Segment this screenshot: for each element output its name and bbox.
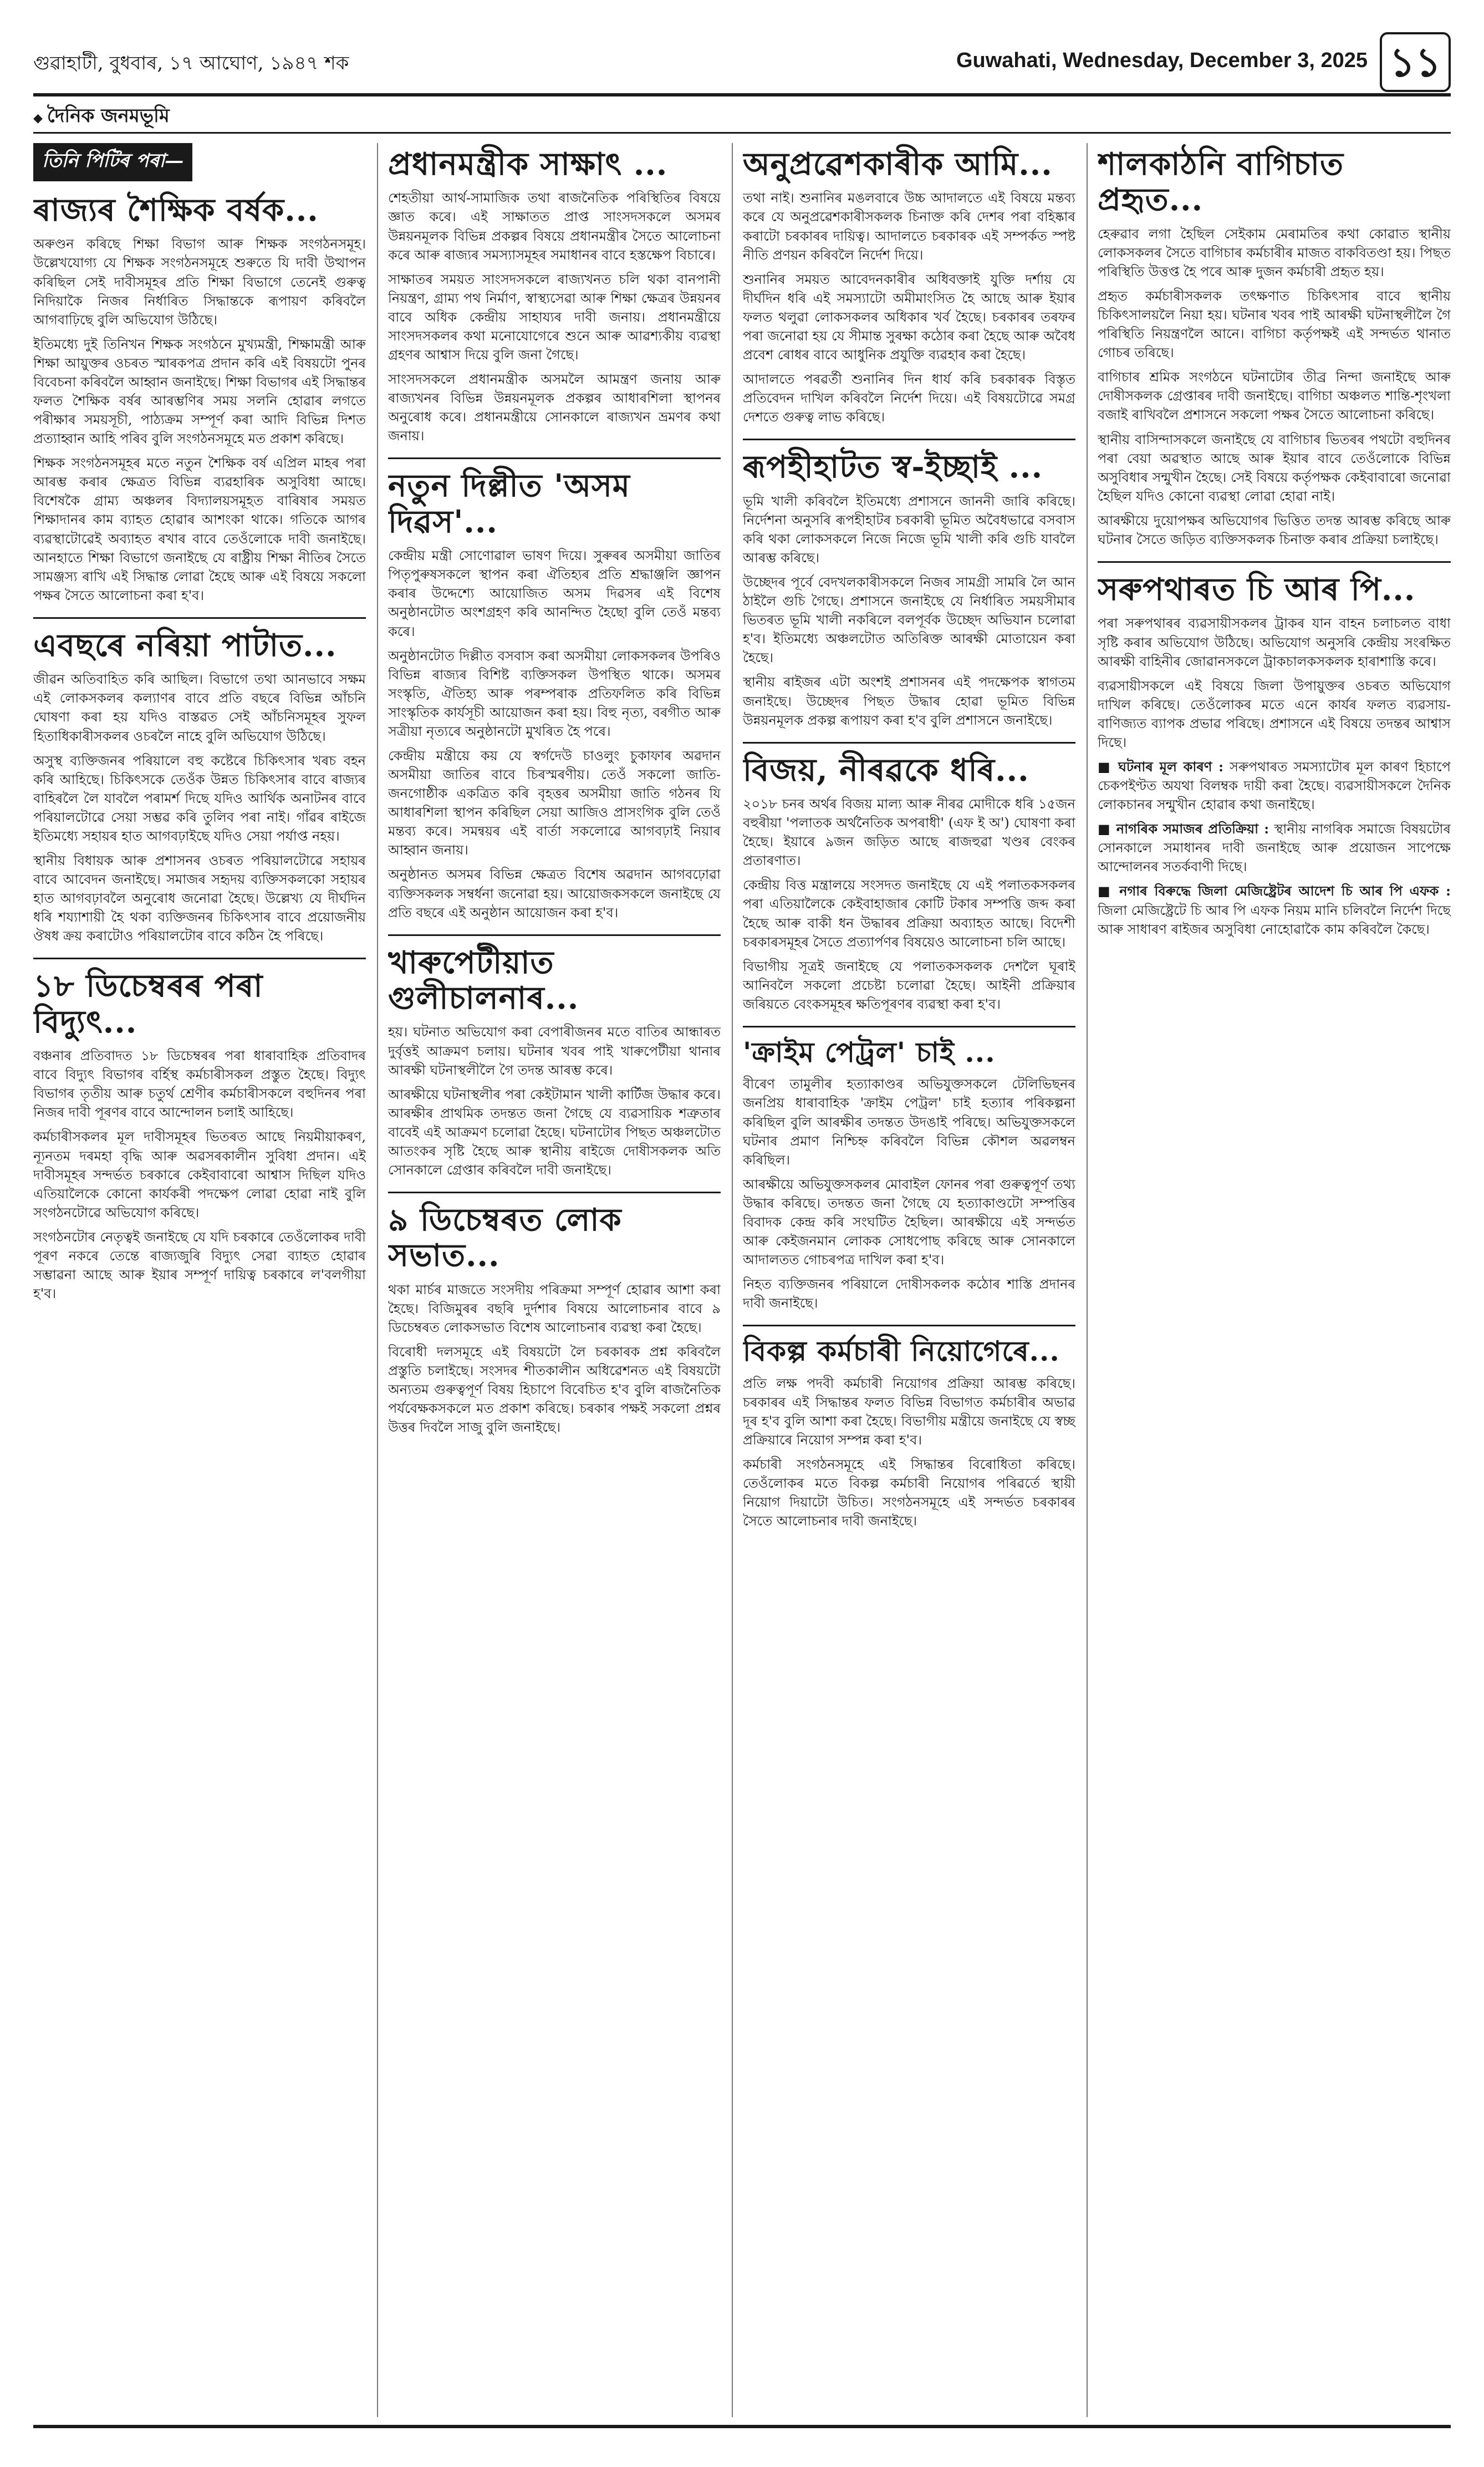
- divider: [743, 742, 1075, 744]
- article-paragraph: হয়। ঘটনাত অভিযোগ কৰা বেপাৰীজনৰ মতে বাতিৰ আন্ধাৰত দুৰ্বৃত্তই আক্ৰমণ চলায়। ঘটনাৰ খবৰ পাই খাৰুপেটীয়া থানাৰ আৰক্ষী ঘটনাস্থলীলৈ গৈ তদন্ত আৰম্ভ কৰে।: [388, 1024, 721, 1078]
- article-paragraph: পৰা সৰুপথাৰৰ ব্যৱসায়ীসকলৰ ট্ৰাকৰ যান বাহন চলাচলত বাধা সৃষ্টি কৰাৰ অভিযোগ উঠিছে। অভিযোগ অনুসৰি কেন্দ্ৰীয় সংৰক্ষিত আৰক্ষী বাহিনীৰ জোৱানসকলে ট্ৰাকচালকসকলক হাৰাশাস্তি কৰে।: [1098, 616, 1451, 669]
- bullet-lead: ঘটনাৰ মূল কাৰণ :: [1118, 758, 1224, 775]
- article-tea-garden: [1098, 146, 1451, 549]
- article-paragraph: শুনানিৰ সময়ত আবেদনকাৰীৰ অধিবক্তাই যুক্তি দৰ্শায় যে দীৰ্ঘদিন ধৰি এই সমস্যাটো অমীমাংসিত হৈ আছে আৰু ইয়াৰ ফলত থলুৱা লোকসকলৰ অধিকাৰ খৰ্ব হৈছে। চৰকাৰৰ তৰফৰ পৰা জনোৱা হয় যে সীমান্ত সুৰক্ষা কঠোৰ কৰা হৈছে আৰু অবৈধ প্ৰবেশ ৰোধৰ বাবে আধুনিক প্ৰযুক্তি ব্যৱহাৰ কৰা হৈছে।: [743, 271, 1075, 363]
- article-paragraph: বঞ্চনাৰ প্ৰতিবাদত ১৮ ডিচেম্বৰৰ পৰা ধাৰাবাহিক প্ৰতিবাদৰ বাবে বিদ্যুৎ বিভাগৰ বৰ্হিস্থ কৰ্মচাৰীসকল প্ৰস্তুত হৈছে। বিদ্যুৎ বিভাগৰ তৃতীয় আৰু চতুৰ্থ শ্ৰেণীৰ কৰ্মচাৰীসকলে বহুদিনৰ পৰা নিজৰ দাবী পূৰণৰ বাবে আন্দোলন চলাই আহিছে।: [33, 1048, 366, 1121]
- article-pm-meeting: [388, 146, 721, 445]
- article-firing: [388, 945, 721, 1179]
- header-date-assamese: গুৱাহাটী, বুধবাৰ, ১৭ আঘোণ, ১৯৪৭ শক: [33, 52, 349, 74]
- article-paragraph: সংগঠনটোৰ নেতৃত্বই জনাইছে যে যদি চৰকাৰে তেওঁলোকৰ দাবী পূৰণ নকৰে তেন্তে ৰাজ্যজুৰি বিদ্যুৎ সেৱা ব্যাহত হোৱাৰ সম্ভাৱনা আছে আৰু ইয়াৰ সম্পূৰ্ণ দায়িত্ব চৰকাৰে ল'বলগীয়া হ'ব।: [33, 1229, 366, 1302]
- article-assam-day: [388, 468, 721, 922]
- article-headline: শালকাঠনি বাগিচাত প্ৰহৃত...: [1098, 146, 1344, 218]
- article-electricity: [33, 968, 366, 1303]
- article-bullet: ■ নগাৰ বিৰুদ্ধে জিলা মেজিষ্ট্ৰেটৰ আদেশ চি আৰ পি এফক : জিলা মেজিষ্ট্ৰেটে চি আৰ পি এফক নিয়ম মানি চলিবলৈ নিৰ্দেশ দিছে আৰু সাধাৰণ ৰাইজৰ অসুবিধা নোহোৱাকৈ কাম কৰিবলৈ কৈছে।: [1098, 883, 1451, 937]
- article-paragraph: কৰ্মচাৰী সংগঠনসমূহে এই সিদ্ধান্তৰ বিৰোধিতা কৰিছে। তেওঁলোকৰ মতে বিকল্প কৰ্মচাৰী নিয়োগৰ পৰিৱৰ্তে স্থায়ী নিয়োগ দিয়াটো উচিত। সংগঠনসমূহে এই সন্দৰ্ভত চৰকাৰৰ সৈতে আলোচনাৰ দাবী জনাইছে।: [743, 1457, 1075, 1529]
- article-paragraph: বিভাগীয় সূত্ৰই জনাইছে যে পলাতকসকলক দেশলৈ ঘূৰাই আনিবলৈ সকলো প্ৰচেষ্টা চলোৱা হৈছে। আইনী প্ৰক্ৰিয়াৰ জৰিয়তে বেংকসমূহৰ ক্ষতিপূৰণৰ ব্যৱস্থা কৰা হ'ব।: [743, 958, 1075, 1012]
- publication-bar: [33, 100, 1451, 134]
- article-paragraph: স্থানীয় বিধায়ক আৰু প্ৰশাসনৰ ওচৰত পৰিয়ালটোৱে সহায়ৰ বাবে আবেদন জনাইছে। সমাজৰ সহৃদয় ব্যক্তিসকলকো সহায়ৰ হাত আগবঢ়াবলৈ অনুৰোধ জনোৱা হৈছে। উল্লেখ্য যে দীৰ্ঘদিন ধৰি শয্যাশায়ী হৈ থকা ব্যক্তিজনৰ চিকিৎসাৰ বাবে প্ৰয়োজনীয় ঔষধ ক্ৰয় কৰাটোও পৰিয়ালটোৰ বাবে কঠিন হৈ পৰিছে।: [33, 852, 366, 944]
- article-paragraph: কেন্দ্ৰীয় বিত্ত মন্ত্ৰালয়ে সংসদত জনাইছে যে এই পলাতকসকলৰ পৰা এতিয়ালৈকে কেইবাহাজাৰ কোটি টকাৰ সম্পত্তি জব্দ কৰা হৈছে আৰু বাকী ধন উদ্ধাৰৰ প্ৰক্ৰিয়া অব্যাহত আছে। বিদেশী চৰকাৰসমূহৰ সৈতে প্ৰত্যাৰ্পণৰ বিষয়েও আলোচনা চলি আছে।: [743, 877, 1075, 950]
- article-bullet: ■ নাগৰিক সমাজৰ প্ৰতিক্ৰিয়া : স্থানীয় নাগৰিক সমাজে বিষয়টোৰ সোনকালে সমাধানৰ দাবী জনাইছে আৰু প্ৰয়োজন সাপেক্ষে আন্দোলনৰ সতৰ্কবাণী দিছে।: [1098, 821, 1451, 875]
- article-academic-year: [33, 192, 366, 605]
- article-infiltrators: [743, 146, 1075, 426]
- article-paragraph: শেহতীয়া আৰ্থ-সামাজিক তথা ৰাজনৈতিক পৰিস্থিতিৰ বিষয়ে জ্ঞাত কৰে। এই সাক্ষাতত প্ৰাপ্ত সাংসদসকলে অসমৰ উন্নয়নমূলক বিভিন্ন প্ৰকল্পৰ বিষয়ে প্ৰধানমন্ত্ৰীৰ সৈতে আলোচনা কৰে আৰু ৰাজ্যৰ সমস্যাসমূহৰ সমাধানৰ বাবে হস্তক্ষেপ বিচাৰে।: [388, 190, 721, 263]
- article-paragraph: আৰক্ষীয়ে অভিযুক্তসকলৰ মোবাইল ফোনৰ পৰা গুৰুত্বপূৰ্ণ তথ্য উদ্ধাৰ কৰিছে। তদন্তত জনা গৈছে যে হত্যাকাণ্ডটো সম্পত্তিৰ বিবাদক কেন্দ্ৰ কৰি সংঘটিত হৈছিল। আৰক্ষীয়ে এই সন্দৰ্ভত আৰু কেইজনমান লোকক সোধপোছ কৰিছে আৰু সোনকালে আদালতত গোচৰপত্ৰ দাখিল কৰা হ'ব।: [743, 1176, 1075, 1268]
- column-2: [388, 143, 721, 2417]
- page-header: [33, 27, 1451, 96]
- article-paragraph: অনুষ্ঠানত অসমৰ বিভিন্ন ক্ষেত্ৰত বিশেষ অৱদান আগবঢ়োৱা ব্যক্তিসকলক সম্বৰ্ধনা জনোৱা হয়। আয়োজকসকলে জনাইছে যে প্ৰতি বছৰে এই অনুষ্ঠান আয়োজন কৰা হ'ব।: [388, 867, 721, 920]
- article-headline: নতুন দিল্লীত 'অসম দিৱস'...: [388, 467, 630, 540]
- article-paragraph: স্থানীয় বাসিন্দাসকলে জনাইছে যে বাগিচাৰ ভিতৰৰ পথটো বহুদিনৰ পৰা বেয়া অৱস্থাত আছে আৰু ইয়াৰ বাবে তেওঁলোকে বিভিন্ন অসুবিধাৰ সন্মুখীন হৈছে। সেই বিষয়ে কৰ্তৃপক্ষক কেইবাবাৰো জনোৱা হৈছিল যদিও কোনো ব্যৱস্থা লোৱা হোৱা নাই।: [1098, 431, 1451, 504]
- divider: [743, 439, 1075, 440]
- column-divider: [732, 143, 733, 2417]
- article-paragraph: ব্যৱসায়ীসকলে এই বিষয়ে জিলা উপায়ুক্তৰ ওচৰত অভিযোগ দাখিল কৰিছে। তেওঁলোকৰ মতে এনে কাৰ্যৰ ফলত ব্যৱসায়-বাণিজ্যত ব্যাপক প্ৰভাৱ পৰিছে। প্ৰশাসনে এই বিষয়ে তদন্তৰ আশ্বাস দিছে।: [1098, 678, 1451, 750]
- article-paragraph: বীৰেণ তামুলীৰ হত্যাকাণ্ডৰ অভিযুক্তসকলে টেলিভিছনৰ জনপ্ৰিয় ধাৰাবাহিক 'ক্ৰাইম পেট্ৰল' চাই হত্যাৰ পৰিকল্পনা কৰিছিল বুলি আৰক্ষীৰ তদন্তত উদঙাই পৰিছে। অভিযুক্তসকলে ঘটনাৰ প্ৰমাণ নিশ্চিহ্ন কৰিবলৈ বিভিন্ন কৌশল অৱলম্বন কৰিছিল।: [743, 1076, 1075, 1168]
- article-paragraph: আৰক্ষীয়ে দুয়োপক্ষৰ অভিযোগৰ ভিত্তিত তদন্ত আৰম্ভ কৰিছে আৰু ঘটনাৰ সৈতে জড়িত ব্যক্তিসকলক চিনাক্ত কৰাৰ প্ৰক্ৰিয়া চলাইছে।: [1098, 512, 1451, 547]
- article-headline: প্ৰধানমন্ত্ৰীক সাক্ষাৎ ...: [388, 146, 668, 182]
- column-divider: [377, 143, 378, 2417]
- divider: [743, 1026, 1075, 1028]
- bullet-lead: নগাৰ বিৰুদ্ধে জিলা মেজিষ্ট্ৰেটৰ আদেশ চি আৰ পি এফক :: [1119, 883, 1451, 899]
- series-label: তিনি পিটিৰ পৰা—: [33, 143, 192, 181]
- column-1: [33, 143, 366, 2417]
- page-number: ১১: [1380, 32, 1451, 92]
- footer-rule: [33, 2425, 1451, 2428]
- article-paragraph: সাক্ষাতৰ সময়ত সাংসদসকলে ৰাজ্যখনত চলি থকা বানপানী নিয়ন্ত্ৰণ, গ্ৰাম্য পথ নিৰ্মাণ, স্বাস্থ্যসেৱা আৰু শিক্ষা ক্ষেত্ৰৰ উন্নয়নৰ বাবে অধিক কেন্দ্ৰীয় সাহায্যৰ দাবী জনায়। প্ৰধানমন্ত্ৰীয়ে সাংসদসকলৰ কথা মনোযোগেৰে শুনে আৰু আৱশ্যকীয় ব্যৱস্থা গ্ৰহণৰ আশ্বাস দিয়ে বুলি জনা গৈছে।: [388, 271, 721, 363]
- bullet-text: জিলা মেজিষ্ট্ৰেটে চি আৰ পি এফক নিয়ম মানি চলিবলৈ নিৰ্দেশ দিছে আৰু সাধাৰণ ৰাইজৰ অসুবিধা নোহোৱাকৈ কাম কৰিবলৈ কৈছে।: [1098, 902, 1451, 937]
- article-paragraph: তথা নাই। শুনানিৰ মঙলবাৰে উচ্চ আদালতে এই বিষয়ে মন্তব্য কৰে যে অনুপ্ৰৱেশকাৰীসকলক চিনাক্ত কৰি দেশৰ পৰা বহিষ্কাৰ কৰাটো চৰকাৰৰ দায়িত্ব। আদালতে চৰকাৰক এই সম্পৰ্কত স্পষ্ট নীতি প্ৰণয়ন কৰিবলৈ নিৰ্দেশ দিয়ে।: [743, 190, 1075, 263]
- article-paragraph: ইতিমধ্যে দুই তিনিখন শিক্ষক সংগঠনে মুখ্যমন্ত্ৰী, শিক্ষামন্ত্ৰী আৰু শিক্ষা আয়ুক্তৰ ওচৰত স্মাৰকপত্ৰ প্ৰদান কৰি এই বিষয়টো পুনৰ বিবেচনা কৰিবলৈ আহ্বান জনাইছে। শিক্ষা বিভাগৰ এই সিদ্ধান্তৰ ফলত শৈক্ষিক বৰ্ষৰ আৰম্ভণিৰ সময় সলনি হোৱাৰ লগতে পৰীক্ষাৰ সময়সূচী, পাঠ্যক্ৰম সম্পূৰ্ণ কৰা আদি বিভিন্ন দিশত প্ৰত্যাহ্বান আহি পৰিব বুলি সংগঠনসমূহে মত প্ৰকাশ কৰিছে।: [33, 336, 366, 447]
- column-divider: [1087, 143, 1088, 2417]
- article-headline: 'ক্ৰাইম পেট্ৰল' চাই ...: [743, 1035, 996, 1069]
- article-paragraph: অৰুণ্ডন কৰিছে শিক্ষা বিভাগ আৰু শিক্ষক সংগঠনসমূহ। উল্লেখযোগ্য যে শিক্ষক সংগঠনসমূহে শুৰুতে যি দাবী উত্থাপন কৰিছিল সেই দাবীসমূহৰ প্ৰতি শিক্ষা বিভাগে তেনেই গুৰুত্ব নিদিয়াকৈ নিজৰ নিৰ্ধাৰিত সিদ্ধান্তকে ৰূপায়ণ কৰিবলৈ আগবাঢ়িছে বুলি অভিযোগ উঠিছে।: [33, 236, 366, 328]
- article-paragraph: শিক্ষক সংগঠনসমূহৰ মতে নতুন শৈক্ষিক বৰ্ষ এপ্ৰিল মাহৰ পৰা আৰম্ভ কৰাৰ ক্ষেত্ৰত বিভিন্ন ব্যৱহাৰিক অসুবিধা আছে। বিশেষকৈ গ্ৰাম্য অঞ্চলৰ বিদ্যালয়সমূহত বাৰিষাৰ সময়ত শিক্ষাদানৰ কাম ব্যাহত হোৱাৰ আশংকা থাকে। গতিকে আগৰ ব্যৱস্থাটোৱেই অব্যাহত ৰখাৰ বাবে তেওঁলোকে দাবী জনাইছে। আনহাতে শিক্ষা বিভাগে জনাইছে যে ৰাষ্ট্ৰীয় শিক্ষা নীতিৰ সৈতে সামঞ্জস্য ৰাখি এই সিদ্ধান্ত লোৱা হৈছে আৰু এই বিষয়ে সকলো পক্ষৰ সৈতে আলোচনা কৰা হ'ব।: [33, 455, 366, 603]
- bullet-text: সৰুপথাৰত সমস্যাটোৰ মূল কাৰণ হিচাপে চেকপইণ্টত অযথা বিলম্বক দায়ী কৰা হৈছে। ব্যৱসায়ীসকলে দৈনিক লোকচানৰ সন্মুখীন হোৱাৰ কথা জনাইছে।: [1098, 759, 1451, 813]
- article-lok-sabha: [388, 1202, 721, 1437]
- article-paragraph: আদালতে পৰৱৰ্তী শুনানিৰ দিন ধাৰ্য কৰি চৰকাৰক বিস্তৃত প্ৰতিবেদন দাখিল কৰিবলৈ নিৰ্দেশ দিয়ে। এই বিষয়টোৱে সমগ্ৰ দেশতে গুৰুত্ব লাভ কৰিছে।: [743, 372, 1075, 425]
- article-paragraph: বিৰোধী দলসমূহে এই বিষয়টো লৈ চৰকাৰক প্ৰশ্ন কৰিবলৈ প্ৰস্তুতি চলাইছে। সংসদৰ শীতকালীন অধিৱেশনত এই বিষয়টো অন্যতম গুৰুত্বপূৰ্ণ বিষয় হিচাপে বিবেচিত হ'ব বুলি ৰাজনৈতিক পৰ্যবেক্ষকসকলে মত প্ৰকাশ কৰিছে। চৰকাৰ পক্ষই সকলো প্ৰশ্নৰ উত্তৰ দিবলৈ সাজু বুলি জনাইছে।: [388, 1344, 721, 1436]
- article-headline: ৯ ডিচেম্বৰত লোক সভাত...: [388, 1202, 622, 1274]
- article-headline: ৰূপহীহাটত স্ব-ইচ্ছাই ...: [743, 449, 1043, 486]
- article-paragraph: প্ৰতি লক্ষ পদবী কৰ্মচাৰী নিয়োগৰ প্ৰক্ৰিয়া আৰম্ভ কৰিছে। চৰকাৰৰ এই সিদ্ধান্তৰ ফলত বিভিন্ন বিভাগত কৰ্মচাৰীৰ অভাৱ দূৰ হ'ব বুলি আশা কৰা হৈছে। বিভাগীয় মন্ত্ৰীয়ে জনাইছে যে স্বচ্ছ প্ৰক্ৰিয়াৰে নিয়োগ সম্পন্ন কৰা হ'ব।: [743, 1375, 1075, 1448]
- header-date-english: Guwahati, Wednesday, December 3, 2025: [956, 49, 1368, 72]
- divider: [743, 1325, 1075, 1326]
- article-paragraph: আৰক্ষীয়ে ঘটনাস্থলীৰ পৰা কেইটামান খালী কাৰ্টিজ উদ্ধাৰ কৰে। আৰক্ষীৰ প্ৰাথমিক তদন্তত জনা গৈছে যে ব্যৱসায়িক শত্ৰুতাৰ বাবেই এই আক্ৰমণ চলোৱা হৈছে। ঘটনাটোৰ পিছত অঞ্চলটোত আতংকৰ সৃষ্টি হৈছে আৰু স্থানীয় ৰাইজে দোষীসকলক অতি সোনকালে গ্ৰেপ্তাৰ কৰিবলৈ দাবী জনাইছে।: [388, 1086, 721, 1178]
- article-paragraph: উচ্ছেদৰ পূৰ্বে বেদখলকাৰীসকলে নিজৰ সামগ্ৰী সামৰি লৈ আন ঠাইলৈ গুচি গৈছে। প্ৰশাসনে জনাইছে যে নিৰ্ধাৰিত সময়সীমাৰ ভিতৰত ভূমি খালী নকৰিলে বলপূৰ্বক উচ্ছেদ অভিযান চলোৱা হ'ব। ইতিমধ্যে অঞ্চলটোত অতিৰিক্ত আৰক্ষী মোতায়েন কৰা হৈছে।: [743, 574, 1075, 666]
- column-4: [1098, 143, 1451, 2417]
- article-paragraph: অনুষ্ঠানটোত দিল্লীত বসবাস কৰা অসমীয়া লোকসকলৰ উপৰিও বিভিন্ন ৰাজ্যৰ বিশিষ্ট ব্যক্তিসকল উপস্থিত থাকে। অসমৰ সংস্কৃতি, ঐতিহ্য আৰু পৰম্পৰাক প্ৰতিফলিত কৰি বিভিন্ন সাংস্কৃতিক কাৰ্যসূচী আয়োজন কৰা হয়। বিহু নৃত্য, বৰগীত আৰু সত্ৰীয়া নৃত্যৰে অনুষ্ঠানটো মুখৰিত হৈ পৰে।: [388, 648, 721, 739]
- divider: [33, 617, 366, 619]
- article-paragraph: জীৱন অতিবাহিত কৰি আছিল। বিভাগে তথা আনভাবে সক্ষম এই লোকসকলৰ কল্যাণৰ বাবে প্ৰতি বছৰে বিভিন্ন আঁচনি ঘোষণা কৰা হয় যদিও বাস্তৱত সেই আঁচনিসমূহৰ সুফল হিতাধিকাৰীসকলৰ ওচৰলৈ নাহে বুলি অভিযোগ উঠিছে।: [33, 672, 366, 744]
- article-headline: ১৮ ডিচেম্বৰৰ পৰা বিদ্যুৎ...: [33, 968, 263, 1040]
- article-paragraph: কৰ্মচাৰীসকলৰ মূল দাবীসমূহৰ ভিতৰত আছে নিয়মীয়াকৰণ, ন্যূনতম দৰমহা বৃদ্ধি আৰু অৱসৰকালীন সুবিধা প্ৰদান। এই দাবীসমূহৰ সন্দৰ্ভত চৰকাৰে কেইবাবাৰো আশ্বাস দিছিল যদিও এতিয়ালৈকে কোনো কাৰ্যকৰী পদক্ষেপ লোৱা হোৱা নাই বুলি সংগঠনটোৱে অভিযোগ কৰিছে।: [33, 1129, 366, 1220]
- article-rupohihat: [743, 449, 1075, 729]
- article-illness: [33, 628, 366, 945]
- article-paragraph: কেন্দ্ৰীয় মন্ত্ৰীয়ে কয় যে স্বৰ্গদেউ চাওলুং চুকাফাৰ অৱদান অসমীয়া জাতিৰ বাবে চিৰস্মৰণীয়। তেওঁ সকলো জাতি-জনগোষ্ঠীক একত্ৰিত কৰি বৃহত্তৰ অসমীয়া জাতি গঠনৰ যি আধাৰশিলা স্থাপন কৰিছিল সেয়া আজিও প্ৰাসংগিক বুলি তেওঁ মন্তব্য কৰে। সমন্বয়ৰ এই বাৰ্তা সকলোৱে আগবঢ়াই নিয়াৰ আহ্বান জনায়।: [388, 747, 721, 858]
- article-paragraph: প্ৰহৃত কৰ্মচাৰীসকলক তৎক্ষণাত চিকিৎসাৰ বাবে স্থানীয় চিকিৎসালয়লৈ নিয়া হয়। ঘটনাৰ খবৰ পাই আৰক্ষী ঘটনাস্থলীলৈ গৈ পৰিস্থিতি নিয়ন্ত্ৰণলৈ আনে। বাগিচা কৰ্তৃপক্ষই এই সন্দৰ্ভত থানাত গোচৰ তৰিছে।: [1098, 288, 1451, 361]
- article-headline: বিকল্প কৰ্মচাৰী নিয়োগেৰে...: [743, 1335, 1060, 1368]
- article-headline: ৰাজ্যৰ শৈক্ষিক বৰ্ষক...: [33, 192, 319, 228]
- article-headline: বিজয়, নীৰৱকে ধৰি...: [743, 751, 1029, 789]
- article-crpf-sarupathar: [1098, 572, 1451, 939]
- publication-name: ◆ দৈনিক জনমভূমি: [33, 105, 170, 127]
- article-fugitives: [743, 752, 1075, 1014]
- article-staff-recruitment: [743, 1335, 1075, 1530]
- article-paragraph: ভূমি খালী কৰিবলৈ ইতিমধ্যে প্ৰশাসনে জাননী জাৰি কৰিছে। নিৰ্দেশনা অনুসৰি ৰূপহীহাটৰ চৰকাৰী ভূমিত অবৈধভাৱে বসবাস কৰি থকা লোকসকলে নিজে নিজে ভূমি খালী কৰি গুচি যাবলৈ আৰম্ভ কৰিছে।: [743, 493, 1075, 566]
- article-bullet: ■ ঘটনাৰ মূল কাৰণ : সৰুপথাৰত সমস্যাটোৰ মূল কাৰণ হিচাপে চেকপইণ্টত অযথা বিলম্বক দায়ী কৰা হৈছে। ব্যৱসায়ীসকলে দৈনিক লোকচানৰ সন্মুখীন হোৱাৰ কথা জনাইছে।: [1098, 758, 1451, 813]
- article-paragraph: স্থানীয় ৰাইজৰ এটা অংশই প্ৰশাসনৰ এই পদক্ষেপক স্বাগতম জনাইছে। উচ্ছেদৰ পিছত উদ্ধাৰ হোৱা ভূমিত বিভিন্ন উন্নয়নমূলক প্ৰকল্প ৰূপায়ণ কৰা হ'ব বুলি প্ৰশাসনে জনাইছে।: [743, 674, 1075, 728]
- divider: [388, 457, 721, 459]
- article-paragraph: সাংসদসকলে প্ৰধানমন্ত্ৰীক অসমলৈ আমন্ত্ৰণ জনায় আৰু ৰাজ্যখনৰ বিভিন্ন উন্নয়নমূলক প্ৰকল্পৰ আধাৰশিলা স্থাপনৰ অনুৰোধ কৰে। প্ৰধানমন্ত্ৰীয়ে সোনকালে ৰাজ্যখন ভ্ৰমণৰ কথা জনায়।: [388, 372, 721, 444]
- article-headline: খাৰুপেটীয়াত গুলীচালনাৰ...: [388, 944, 579, 1017]
- article-paragraph: ২০১৮ চনৰ অৰ্থৰ বিজয় মাল্য আৰু নীৰৱ মোদীকে ধৰি ১৫জন বহুৰীয়া 'পলাতক অৰ্থনৈতিক অপৰাধী' (এফ ই অ') ঘোষণা কৰা হৈছে। ইয়াৰে ৯জন জড়িত আছে ৰাজহুৱা খণ্ডৰ বেংকৰ প্ৰতাৰণাত।: [743, 796, 1075, 869]
- article-paragraph: বাগিচাৰ শ্ৰমিক সংগঠনে ঘটনাটোৰ তীব্ৰ নিন্দা জনাইছে আৰু দোষীসকলক গ্ৰেপ্তাৰৰ দাবী জনাইছে। বাগিচা অঞ্চলত শান্তি-শৃংখলা বজাই ৰাখিবলৈ প্ৰশাসনে সকলো পক্ষৰ সৈতে আলোচনা কৰিছে।: [1098, 369, 1451, 423]
- article-paragraph: হেৰুৱাব লগা হৈছিল সেইকাম মেৰামতিৰ কথা কোৱাত স্থানীয় লোকসকলৰ সৈতে বাগিচাৰ কৰ্মচাৰীৰ মাজত বাকবিতণ্ডা হয়। পিছত পৰিস্থিতি উত্তপ্ত হৈ পৰে আৰু দুজন কৰ্মচাৰী প্ৰহৃত হয়।: [1098, 226, 1451, 279]
- bullet-text: স্থানীয় নাগৰিক সমাজে বিষয়টোৰ সোনকালে সমাধানৰ দাবী জনাইছে আৰু প্ৰয়োজন সাপেক্ষে আন্দোলনৰ সতৰ্কবাণী দিছে।: [1098, 821, 1451, 875]
- article-paragraph: কেন্দ্ৰীয় মন্ত্ৰী সোণোৱাল ভাষণ দিয়ে। সুৰুৰৰ অসমীয়া জাতিৰ পিতৃপুৰুষসকলে স্থাপন কৰা ঐতিহ্যৰ প্ৰতি শ্ৰদ্ধাঞ্জলি জ্ঞাপন কৰাৰ উদ্দেশ্যে আয়োজিত অসম দিৱসৰ এই বিশেষ অনুষ্ঠানটোত অংশগ্ৰহণ কৰি আনন্দিত হৈছো বুলি তেওঁ মন্তব্য কৰে।: [388, 548, 721, 639]
- article-paragraph: নিহত ব্যক্তিজনৰ পৰিয়ালে দোষীসকলক কঠোৰ শাস্তি প্ৰদানৰ দাবী জনাইছে।: [743, 1276, 1075, 1311]
- divider: [388, 1192, 721, 1193]
- article-paragraph: অসুস্থ ব্যক্তিজনৰ পৰিয়ালে বহু কষ্টেৰে চিকিৎসাৰ খৰচ বহন কৰি আহিছে। চিকিৎসকে তেওঁক উন্নত চিকিৎসাৰ বাবে ৰাজ্যৰ বাহিৰলৈ লৈ যাবলৈ পৰামৰ্শ দিছে যদিও আৰ্থিক অনাটনৰ বাবে পৰিয়ালটোৱে সেয়া সম্ভৱ কৰি তুলিব পৰা নাই। গাঁৱৰ ৰাইজে ইতিমধ্যে সহায়ৰ হাত আগবঢ়াইছে যদিও সেয়া পৰ্যাপ্ত নহয়।: [33, 752, 366, 844]
- divider: [388, 934, 721, 936]
- article-crime-patrol: [743, 1036, 1075, 1313]
- bullet-lead: নাগৰিক সমাজৰ প্ৰতিক্ৰিয়া :: [1116, 821, 1269, 837]
- divider: [1098, 561, 1451, 563]
- article-headline: অনুপ্ৰৱেশকাৰীক আমি...: [743, 146, 1053, 182]
- article-paragraph: থকা মাৰ্চৰ মাজতে সংসদীয় পৰিক্ৰমা সম্পূৰ্ণ হোৱাৰ আশা কৰা হৈছে। বিজিমুৰৰ বছৰি দুৰ্দশাৰ বিষয়ে আলোচনাৰ বাবে ৯ ডিচেম্বৰত লোকসভাত বিশেষ আলোচনাৰ ব্যৱস্থা কৰা হৈছে।: [388, 1281, 721, 1336]
- article-headline: এবছৰে নৰিয়া পাটাত...: [33, 627, 337, 664]
- article-headline: সৰুপথাৰত চি আৰ পি...: [1098, 571, 1416, 608]
- divider: [33, 958, 366, 959]
- column-3: [743, 143, 1075, 2417]
